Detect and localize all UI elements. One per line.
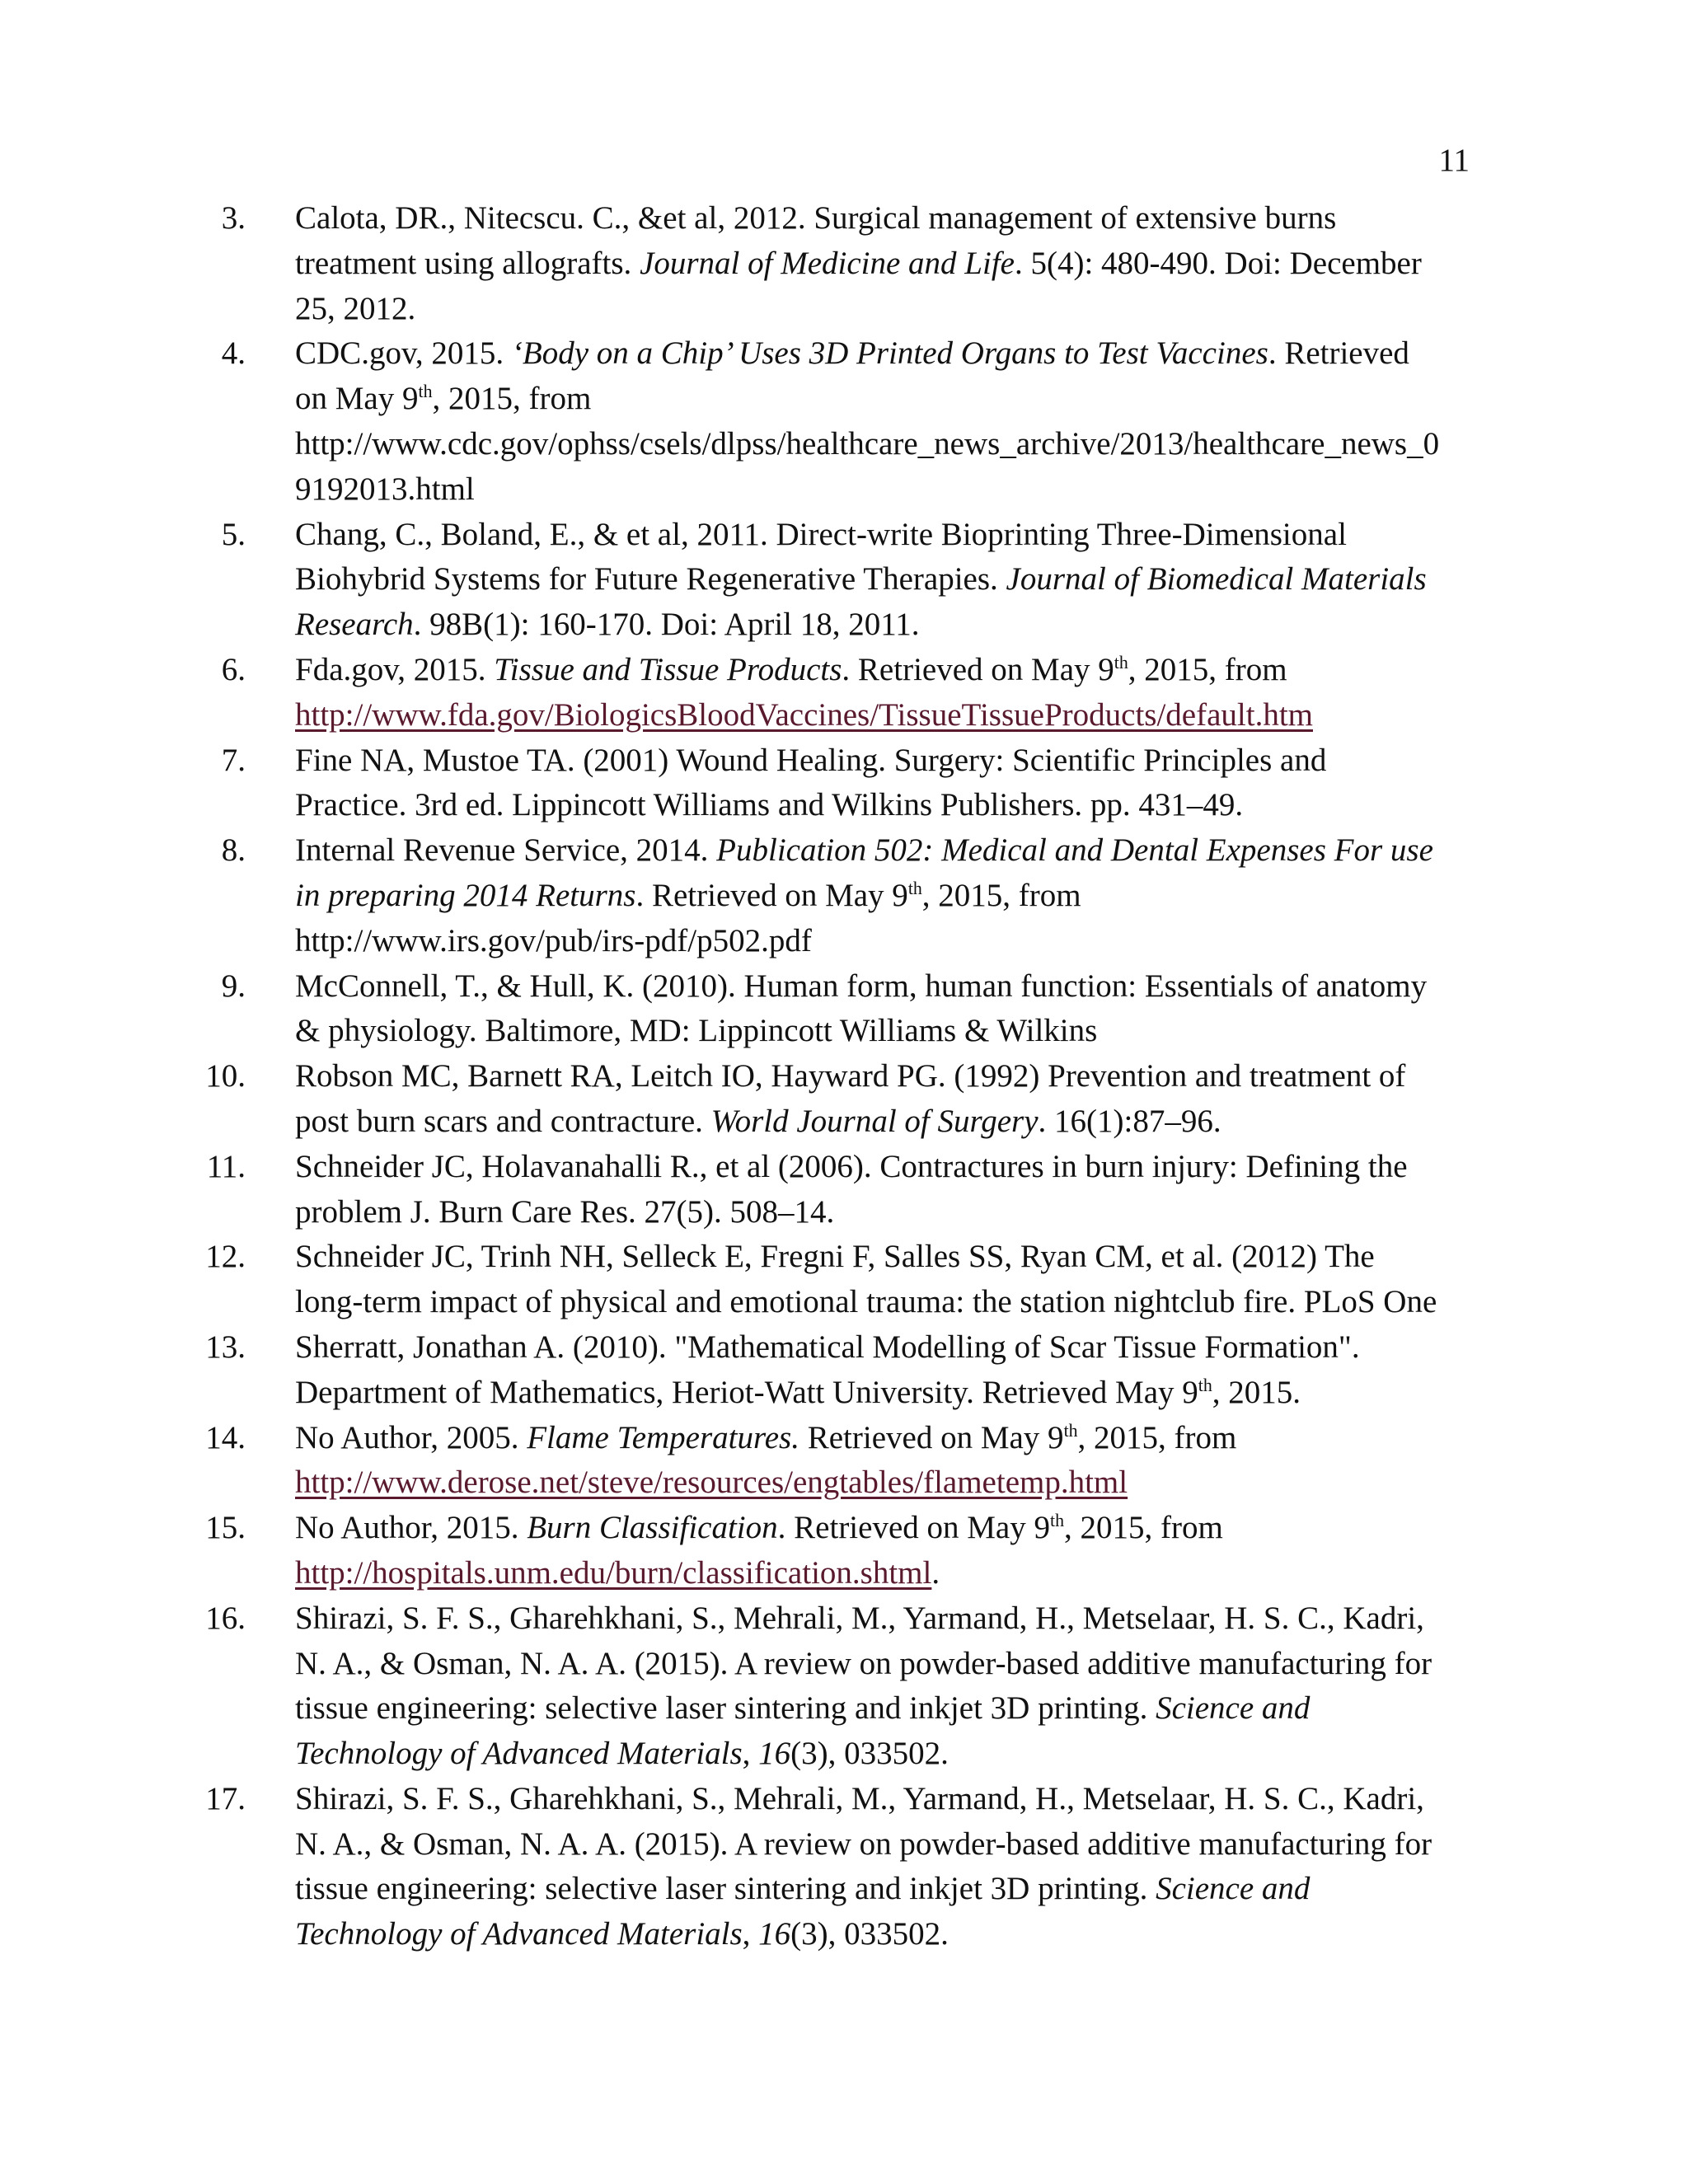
reference-item <box>0 1325 1688 1416</box>
reference-text <box>295 1777 1482 1957</box>
reference-text <box>295 196 1482 331</box>
reference-text-segment: Shirazi, S. F. S., Gharehkhani, S., Mehrali, M., Yarmand, H., Metselaar, H. S. C., Kadri, <box>295 1600 1424 1636</box>
reference-text <box>295 1506 1482 1596</box>
reference-link[interactable]: http://www.derose.net/steve/resources/engtables/flametemp.html <box>295 1465 1128 1501</box>
reference-number: 15. <box>205 1510 246 1546</box>
reference-line <box>295 738 1482 784</box>
reference-line <box>295 1867 1482 1912</box>
reference-line <box>295 241 1482 287</box>
reference-text-segment: . Retrieved <box>1268 335 1409 372</box>
reference-text-segment: (3), 033502. <box>790 1916 949 1952</box>
reference-number: 10. <box>205 1058 246 1094</box>
reference-item <box>0 648 1688 738</box>
italic-title: Journal of Biomedical Materials <box>1006 561 1427 598</box>
reference-text <box>295 1235 1482 1325</box>
reference-line <box>295 1686 1482 1732</box>
reference-text-segment: , 2015. <box>1212 1374 1301 1410</box>
reference-text-segment: Schneider JC, Trinh NH, Selleck E, Fregni F, Salles SS, Ryan CM, et al. (2012) The <box>295 1239 1375 1275</box>
reference-item <box>0 1145 1688 1235</box>
reference-line <box>295 1371 1482 1416</box>
ordinal-superscript: th <box>1114 652 1128 673</box>
reference-line <box>295 331 1482 377</box>
reference-item <box>0 1777 1688 1957</box>
reference-text-segment: 9192013.html <box>295 471 475 507</box>
reference-text-segment: & physiology. Baltimore, MD: Lippincott Williams & Wilkins <box>295 1013 1098 1049</box>
reference-item <box>0 964 1688 1055</box>
italic-title: ‘Body on a Chip’ Uses 3D Printed Organs to Test Vaccines <box>511 335 1268 372</box>
reference-text-segment: tissue engineering: selective laser sintering and inkjet 3D printing. <box>295 1871 1156 1907</box>
reference-text-segment: tissue engineering: selective laser sintering and inkjet 3D printing. <box>295 1690 1156 1727</box>
reference-text-segment: No Author, 2015. <box>295 1510 528 1546</box>
reference-text-segment: , <box>742 1916 759 1952</box>
reference-line <box>295 1460 1482 1506</box>
reference-text-segment: N. A., & Osman, N. A. A. (2015). A review on powder-based additive manufacturing for <box>295 1645 1432 1681</box>
reference-line <box>295 557 1482 602</box>
reference-text-segment: (3), 033502. <box>790 1736 949 1772</box>
ordinal-superscript: th <box>1050 1511 1064 1531</box>
reference-line <box>295 1506 1482 1551</box>
reference-number: 12. <box>205 1239 246 1275</box>
reference-line <box>295 693 1482 738</box>
reference-text-segment: . 16(1):87–96. <box>1038 1103 1221 1139</box>
ordinal-superscript: th <box>1063 1420 1078 1441</box>
reference-line <box>295 1280 1482 1325</box>
reference-number: 5. <box>221 516 246 552</box>
reference-text-segment: Retrieved on May 9 <box>799 1419 1064 1455</box>
reference-text-segment: N. A., & Osman, N. A. A. (2015). A review on powder-based additive manufacturing for <box>295 1825 1432 1862</box>
italic-title: Science and <box>1156 1690 1311 1727</box>
italic-title: Journal of Medicine and Life <box>640 245 1015 281</box>
reference-text <box>295 1596 1482 1777</box>
reference-line <box>295 1732 1482 1777</box>
reference-text-segment: Schneider JC, Holavanahalli R., et al (2006). Contractures in burn injury: Defining the <box>295 1148 1408 1184</box>
reference-text-segment: long-term impact of physical and emotional trauma: the station nightclub fire. PLoS One <box>295 1284 1437 1320</box>
reference-number: 4. <box>221 335 246 372</box>
reference-line <box>295 1642 1482 1687</box>
reference-line <box>295 874 1482 919</box>
reference-text-segment: Biohybrid Systems for Future Regenerative Therapies. <box>295 561 1006 598</box>
reference-text-segment: , 2015, from <box>1063 1510 1223 1546</box>
italic-title: Publication 502: Medical and Dental Expenses For use <box>716 832 1433 869</box>
reference-text-segment: Fda.gov, 2015. <box>295 651 495 687</box>
reference-line <box>295 1099 1482 1145</box>
reference-text-segment: on May 9 <box>295 381 419 417</box>
reference-item <box>0 1506 1688 1596</box>
reference-line <box>295 513 1482 558</box>
reference-link[interactable]: http://www.fda.gov/BiologicsBloodVaccines/TissueTissueProducts/default.htm <box>295 696 1313 733</box>
reference-line <box>295 196 1482 241</box>
reference-text-segment: http://www.cdc.gov/ophss/csels/dlpss/healthcare_news_archive/2013/healthcare_news_0 <box>295 425 1440 462</box>
reference-text-segment: , 2015, from <box>432 381 592 417</box>
reference-line <box>295 467 1482 513</box>
reference-line <box>295 648 1482 693</box>
reference-number: 3. <box>221 200 246 236</box>
reference-item <box>0 1054 1688 1145</box>
reference-item <box>0 331 1688 512</box>
reference-text-segment: , 2015, from <box>1077 1419 1237 1455</box>
reference-line <box>295 919 1482 964</box>
reference-line <box>295 1145 1482 1190</box>
reference-text-segment: CDC.gov, 2015. <box>295 335 512 372</box>
italic-title: Research <box>295 607 414 643</box>
reference-text-segment: . Retrieved on May 9 <box>635 877 908 913</box>
reference-number: 7. <box>221 742 246 778</box>
reference-link[interactable]: http://hospitals.unm.edu/burn/classification.shtml <box>295 1554 932 1591</box>
reference-text-segment: . 5(4): 480-490. Doi: December <box>1014 245 1422 281</box>
reference-list <box>0 196 1688 1957</box>
reference-item <box>0 1416 1688 1507</box>
reference-line <box>295 1235 1482 1280</box>
reference-text-segment: post burn scars and contracture. <box>295 1103 711 1139</box>
reference-text <box>295 738 1482 829</box>
reference-text <box>295 1054 1482 1145</box>
reference-text-segment: Department of Mathematics, Heriot-Watt University. Retrieved May 9 <box>295 1374 1198 1410</box>
reference-text-segment: Internal Revenue Service, 2014. <box>295 832 717 869</box>
reference-line <box>295 1009 1482 1054</box>
reference-item <box>0 738 1688 829</box>
reference-item <box>0 196 1688 331</box>
reference-line <box>295 1777 1482 1822</box>
reference-text-segment: Shirazi, S. F. S., Gharehkhani, S., Mehrali, M., Yarmand, H., Metselaar, H. S. C., Kadri, <box>295 1780 1424 1816</box>
reference-number: 14. <box>205 1419 246 1455</box>
reference-number: 11. <box>206 1148 246 1184</box>
reference-number: 6. <box>221 651 246 687</box>
italic-title: Science and <box>1156 1871 1311 1907</box>
reference-line <box>295 1054 1482 1099</box>
italic-title: 16 <box>758 1736 791 1772</box>
reference-text-segment: http://www.irs.gov/pub/irs-pdf/p502.pdf <box>295 922 812 958</box>
reference-item <box>0 513 1688 648</box>
reference-number: 9. <box>221 968 246 1004</box>
reference-line <box>295 602 1482 648</box>
reference-number: 17. <box>205 1780 246 1816</box>
reference-text <box>295 331 1482 512</box>
italic-title: in preparing 2014 Returns <box>295 877 636 913</box>
reference-text <box>295 828 1482 963</box>
reference-item <box>0 1596 1688 1777</box>
reference-line <box>295 1190 1482 1235</box>
reference-line <box>295 1551 1482 1596</box>
reference-text-segment: Chang, C., Boland, E., & et al, 2011. Direct-write Bioprinting Three-Dimensional <box>295 516 1347 552</box>
reference-text-segment: Fine NA, Mustoe TA. (2001) Wound Healing. Surgery: Scientific Principles and <box>295 742 1327 778</box>
italic-title: Flame Temperatures. <box>527 1419 799 1455</box>
italic-title: Burn Classification <box>527 1510 778 1546</box>
reference-line <box>295 1822 1482 1868</box>
ordinal-superscript: th <box>907 878 922 898</box>
reference-line <box>295 1596 1482 1642</box>
reference-text-segment: No Author, 2005. <box>295 1419 528 1455</box>
reference-number: 13. <box>205 1329 246 1365</box>
italic-title: Tissue and Tissue Products <box>494 651 842 687</box>
reference-text-segment: . 98B(1): 160-170. Doi: April 18, 2011. <box>413 607 920 643</box>
reference-text <box>295 1145 1482 1235</box>
italic-title: Technology of Advanced Materials <box>295 1916 743 1952</box>
reference-text-segment: Sherratt, Jonathan A. (2010). "Mathematical Modelling of Scar Tissue Formation". <box>295 1329 1360 1365</box>
reference-text-segment: McConnell, T., & Hull, K. (2010). Human form, human function: Essentials of anatomy <box>295 968 1428 1004</box>
reference-line <box>295 783 1482 828</box>
reference-number: 8. <box>221 832 246 869</box>
italic-title: World Journal of Surgery <box>710 1103 1039 1139</box>
reference-item <box>0 1235 1688 1325</box>
reference-text <box>295 513 1482 648</box>
reference-line <box>295 1325 1482 1371</box>
reference-line <box>295 1912 1482 1957</box>
reference-line <box>295 377 1482 422</box>
ordinal-superscript: th <box>1198 1375 1212 1395</box>
reference-line <box>295 828 1482 874</box>
italic-title: 16 <box>758 1916 791 1952</box>
reference-text-segment: treatment using allografts. <box>295 245 640 281</box>
reference-text-segment: Robson MC, Barnett RA, Leitch IO, Hayward PG. (1992) Prevention and treatment of <box>295 1058 1406 1094</box>
reference-line <box>295 422 1482 467</box>
ordinal-superscript: th <box>418 382 433 402</box>
reference-text-segment: Practice. 3rd ed. Lippincott Williams and Wilkins Publishers. pp. 431–49. <box>295 787 1244 823</box>
reference-line <box>295 287 1482 332</box>
reference-text-segment: . <box>931 1554 940 1591</box>
italic-title: Technology of Advanced Materials <box>295 1736 743 1772</box>
reference-text-segment: . Retrieved on May 9 <box>842 651 1114 687</box>
reference-line <box>295 964 1482 1010</box>
reference-text-segment: Calota, DR., Nitecscu. C., &et al, 2012. Surgical management of extensive burns <box>295 200 1337 236</box>
reference-text <box>295 964 1482 1055</box>
reference-text-segment: . Retrieved on May 9 <box>777 1510 1050 1546</box>
reference-text-segment: , 2015, from <box>1128 651 1287 687</box>
reference-item <box>0 828 1688 963</box>
reference-text <box>295 1416 1482 1507</box>
reference-text <box>295 648 1482 738</box>
reference-text <box>295 1325 1482 1416</box>
reference-text-segment: , <box>742 1736 759 1772</box>
reference-line <box>295 1416 1482 1461</box>
reference-text-segment: problem J. Burn Care Res. 27(5). 508–14. <box>295 1193 835 1230</box>
reference-text-segment: , 2015, from <box>921 877 1081 913</box>
reference-text-segment: 25, 2012. <box>295 290 416 326</box>
reference-number: 16. <box>205 1600 246 1636</box>
page-number: 11 <box>1438 143 1470 178</box>
